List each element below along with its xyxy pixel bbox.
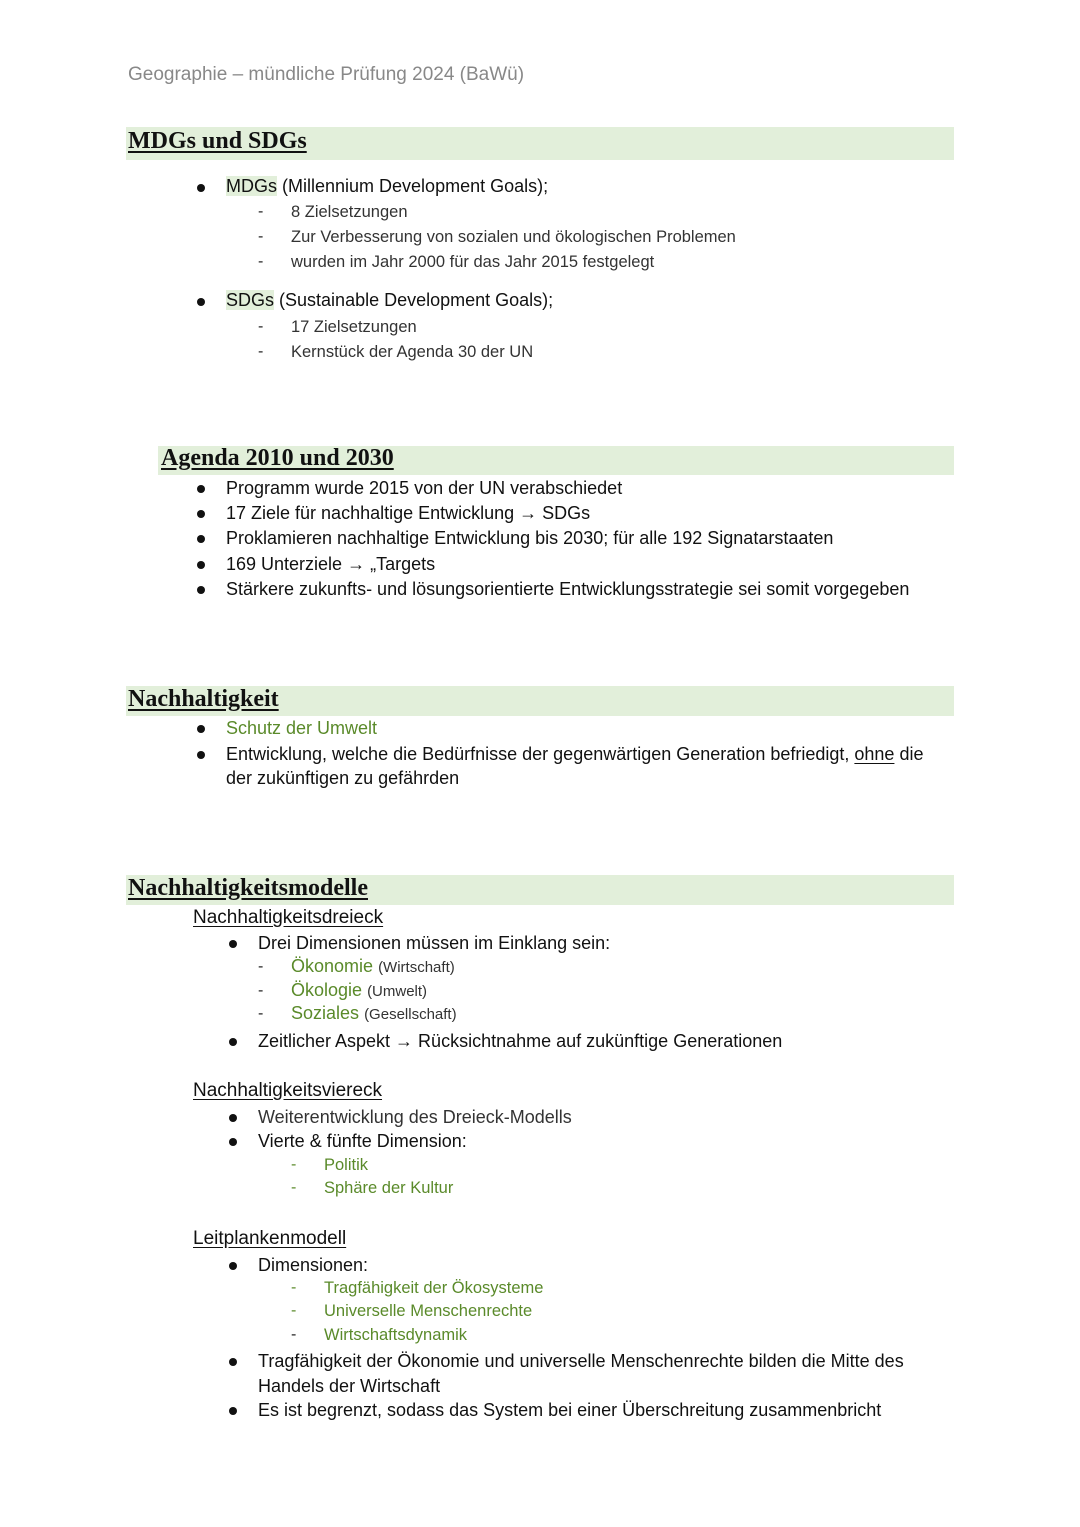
dreieck-dimension — [291, 980, 427, 1001]
agenda-item: Programm wurde 2015 von der UN verabschiedet — [226, 478, 623, 498]
bullet-icon — [197, 751, 205, 759]
dash-icon: - — [258, 203, 264, 220]
mdgs-item: Zur Verbesserung von sozialen und ökologischen Problemen — [291, 228, 736, 246]
bullet-icon — [229, 1262, 237, 1270]
nachhaltigkeit-item-2-pre: Entwicklung, welche die Bedürfnisse der gegenwärtigen Generation befriedigt, — [226, 744, 850, 764]
dash-icon: - — [291, 1179, 297, 1196]
bullet-icon — [197, 535, 205, 543]
agenda-item: Stärkere zukunfts- und lösungsorientierte Entwicklungsstrategie sei somit vorgegeben — [226, 579, 910, 599]
bullet-icon — [197, 184, 205, 192]
section-title-mdgs: MDGs und SDGs — [128, 128, 307, 154]
subsection-title-leitplanken: Leitplankenmodell — [193, 1228, 347, 1249]
dash-icon: - — [291, 1302, 297, 1319]
bullet-icon — [229, 1358, 237, 1366]
dimension-note: (Wirtschaft) — [378, 959, 455, 976]
viereck-bullet-2: Vierte & fünfte Dimension: — [258, 1131, 467, 1151]
dash-icon: - — [258, 958, 264, 975]
dash-icon: - — [258, 343, 264, 360]
leitplanken-dimension: Universelle Menschenrechte — [324, 1302, 533, 1320]
section-title-agenda: Agenda 2010 und 2030 — [161, 445, 394, 471]
sdgs-item: Kernstück der Agenda 30 der UN — [291, 343, 534, 361]
leitplanken-bullet-2-line2: Handels der Wirtschaft — [258, 1376, 441, 1396]
dash-icon: - — [258, 982, 264, 999]
dash-icon: - — [258, 228, 264, 245]
bullet-icon — [229, 1407, 237, 1415]
dreieck-dimension — [291, 1003, 457, 1024]
nachhaltigkeit-item-2 — [226, 744, 923, 765]
bullet-icon — [229, 1138, 237, 1146]
agenda-item: Proklamieren nachhaltige Entwicklung bis 2030; für alle 192 Signatarstaaten — [226, 528, 834, 548]
leitplanken-dimension: Wirtschaftsdynamik — [324, 1326, 468, 1344]
bullet-icon — [197, 298, 205, 306]
mdgs-abbr: MDGs — [226, 176, 277, 196]
dimension-note: (Gesellschaft) — [364, 1006, 457, 1023]
bullet-icon — [197, 485, 205, 493]
viereck-dimension: Sphäre der Kultur — [324, 1179, 454, 1197]
dash-icon: - — [291, 1326, 297, 1343]
nachhaltigkeit-item-2-post: die — [899, 744, 924, 764]
mdgs-label: (Millennium Development Goals); — [282, 176, 549, 196]
bullet-icon — [229, 1114, 237, 1122]
bullet-icon — [229, 940, 237, 948]
bullet-icon — [197, 725, 205, 733]
sdgs-label: (Sustainable Development Goals); — [279, 290, 554, 310]
dash-icon: - — [258, 318, 264, 335]
dimension-name: Ökonomie — [291, 956, 374, 976]
viereck-bullet-1: Weiterentwicklung des Dreieck-Modells — [258, 1107, 572, 1127]
bullet-icon — [197, 561, 205, 569]
nachhaltigkeit-item-2-line2: der zukünftigen zu gefährden — [226, 768, 460, 788]
dreieck-bullet-1: Drei Dimensionen müssen im Einklang sein: — [258, 933, 611, 953]
dimension-note: (Umwelt) — [367, 983, 428, 1000]
dimension-name: Ökologie — [291, 980, 363, 1000]
bullet-icon — [229, 1038, 237, 1046]
mdgs-heading — [226, 176, 548, 197]
leitplanken-dimension: Tragfähigkeit der Ökosysteme — [324, 1279, 544, 1297]
leitplanken-bullet-3: Es ist begrenzt, sodass das System bei einer Überschreitung zusammenbricht — [258, 1400, 882, 1420]
mdgs-item: wurden im Jahr 2000 für das Jahr 2015 festgelegt — [291, 253, 655, 271]
sdgs-abbr: SDGs — [226, 290, 275, 310]
viereck-dimension: Politik — [324, 1156, 369, 1174]
agenda-item: 169 Unterziele → „Targets — [226, 554, 436, 574]
leitplanken-bullet-1: Dimensionen: — [258, 1255, 369, 1275]
bullet-icon — [197, 510, 205, 518]
mdgs-item: 8 Zielsetzungen — [291, 203, 408, 221]
nachhaltigkeit-item-2-underlined: ohne — [854, 744, 895, 764]
dreieck-bullet-2: Zeitlicher Aspekt → Rücksichtnahme auf zukünftige Generationen — [258, 1031, 783, 1051]
section-title-nachhaltigkeit: Nachhaltigkeit — [128, 686, 279, 712]
dash-icon: - — [291, 1279, 297, 1296]
dimension-name: Soziales — [291, 1003, 360, 1023]
agenda-item: 17 Ziele für nachhaltige Entwicklung → SDGs — [226, 503, 591, 523]
dash-icon: - — [258, 1005, 264, 1022]
dash-icon: - — [258, 253, 264, 270]
section-title-modelle: Nachhaltigkeitsmodelle — [128, 875, 368, 901]
dreieck-dimension — [291, 956, 455, 977]
dash-icon: - — [291, 1156, 297, 1173]
sdgs-heading — [226, 290, 553, 311]
sdgs-item: 17 Zielsetzungen — [291, 318, 417, 336]
page-header: Geographie – mündliche Prüfung 2024 (BaWü) — [128, 64, 525, 85]
bullet-icon — [197, 586, 205, 594]
nachhaltigkeit-item-1: Schutz der Umwelt — [226, 718, 378, 738]
subsection-title-dreieck: Nachhaltigkeitsdreieck — [193, 907, 384, 928]
leitplanken-bullet-2-line1: Tragfähigkeit der Ökonomie und universelle Menschenrechte bilden die Mitte des — [258, 1351, 904, 1371]
subsection-title-viereck: Nachhaltigkeitsviereck — [193, 1080, 383, 1101]
